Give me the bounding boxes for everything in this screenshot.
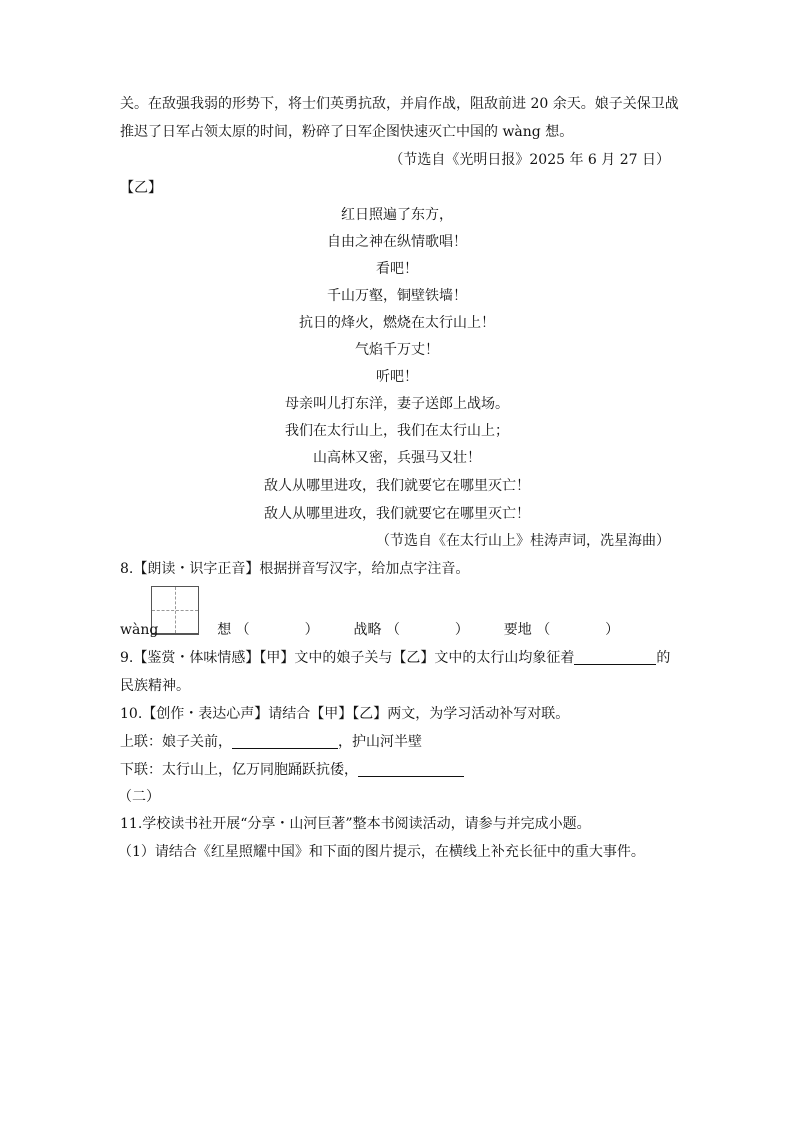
poem-line: 我们在太行山上，我们在太行山上； bbox=[285, 423, 509, 439]
poem-line: 母亲叫儿打东洋，妻子送郎上战场。 bbox=[285, 396, 509, 412]
poem-line: 抗日的烽火，燃烧在太行山上！ bbox=[299, 315, 495, 331]
q8-word-3: 要地 bbox=[503, 622, 532, 638]
q10-lower-couplet bbox=[120, 760, 464, 780]
q8-paren-open: （ bbox=[235, 622, 250, 638]
passage-jia-line-2: 推迟了日军占领太原的时间，粉碎了日军企图快速灭亡中国的 wàng 想。 bbox=[120, 124, 574, 140]
passage-jia-source: （节选自《光明日报》2025 年 6 月 27 日） bbox=[389, 152, 670, 168]
q8-word-2: 战略 bbox=[353, 622, 382, 638]
q8-char: 想 bbox=[217, 622, 232, 638]
q10-upper-suffix: ，护山河半壁 bbox=[338, 734, 422, 750]
poem-line: 山高林又密，兵强马又壮！ bbox=[313, 450, 481, 466]
passage-yi-label: 【乙】 bbox=[120, 180, 162, 196]
poem-line: 千山万壑，铜壁铁墙！ bbox=[327, 288, 467, 304]
q8-answer-row bbox=[120, 620, 619, 640]
q8-paren-open: （ bbox=[536, 622, 551, 638]
q11-stem: 11.学校读书社开展“分享・山河巨著”整本书阅读活动，请参与并完成小题。 bbox=[120, 816, 591, 832]
q9-line-2: 民族精神。 bbox=[120, 678, 190, 694]
poem-line: 看吧！ bbox=[376, 261, 418, 277]
q8-paren-close: ） bbox=[454, 622, 469, 638]
q9-answer-blank[interactable] bbox=[574, 650, 656, 665]
q8-stem: 8.【朗读・识字正音】根据拼音写汉字，给加点字注音。 bbox=[120, 561, 470, 577]
q9-line-1 bbox=[120, 648, 670, 668]
q8-pinyin: wàng bbox=[120, 622, 159, 638]
q8-paren-open: （ bbox=[385, 622, 400, 638]
poem-line: 敌人从哪里进攻，我们就要它在哪里灭亡！ bbox=[264, 506, 530, 522]
q10-upper-prefix: 上联：娘子关前， bbox=[120, 734, 232, 750]
poem-line: 红日照遍了东方， bbox=[341, 207, 453, 223]
q11-sub-1: （1）请结合《红星照耀中国》和下面的图片提示，在横线上补充长征中的重大事件。 bbox=[118, 844, 645, 860]
poem-line: 自由之神在纵情歌唱！ bbox=[327, 234, 467, 250]
q10-upper-blank[interactable] bbox=[232, 734, 338, 749]
passage-yi-source: （节选自《在太行山上》桂涛声词，冼星海曲） bbox=[376, 533, 670, 549]
q8-paren-close: ） bbox=[304, 622, 319, 638]
poem-line: 敌人从哪里进攻，我们就要它在哪里灭亡！ bbox=[264, 478, 530, 494]
q8-paren-close: ） bbox=[605, 622, 620, 638]
poem-line: 听吧！ bbox=[376, 369, 418, 385]
q10-upper-couplet bbox=[120, 732, 422, 752]
q10-lower-prefix: 下联：太行山上，亿万同胞踊跃抗倭， bbox=[120, 762, 358, 778]
passage-jia-line-1: 关。在敌强我弱的形势下，将士们英勇抗敌，并肩作战，阻敌前进 20 余天。娘子关保卫战 bbox=[120, 96, 679, 112]
q9-stem: 9.【鉴赏・体味情感】【甲】文中的娘子关与【乙】文中的太行山均象征着 bbox=[120, 650, 575, 666]
poem-line: 气焰千万丈！ bbox=[355, 342, 439, 358]
q10-stem: 10.【创作・表达心声】请结合【甲】【乙】两文，为学习活动补写对联。 bbox=[120, 706, 570, 722]
q9-stem-end: 的 bbox=[656, 650, 671, 666]
section-two-label: （二） bbox=[118, 789, 160, 805]
q10-lower-blank[interactable] bbox=[358, 762, 464, 777]
